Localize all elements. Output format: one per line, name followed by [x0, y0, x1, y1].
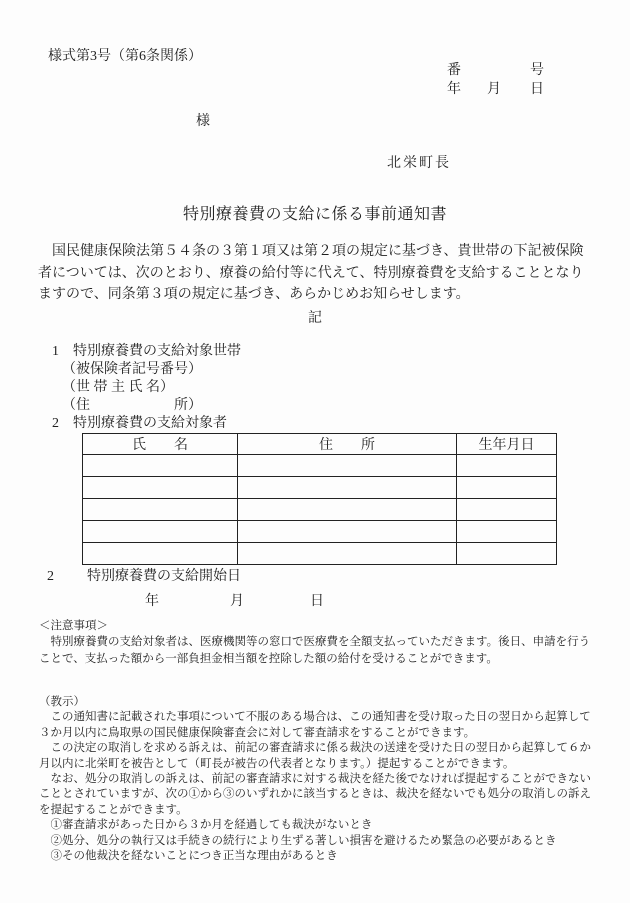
- addressee-honorific: 様: [196, 114, 210, 129]
- table-cell: [238, 499, 457, 521]
- notes-heading: ＜注意事項＞: [39, 620, 108, 632]
- table-row: [83, 521, 557, 543]
- table-header-row: [83, 434, 557, 455]
- notes-body: 特別療養費の支給対象者は、医療機関等の窓口で医療費を全額支払っていただきます。後日、申請を行うことで、支払った額から一部負担金相当額を控除した額の給付を受けることができます。: [39, 636, 591, 665]
- table-cell: [457, 499, 557, 521]
- table-cell: [238, 521, 457, 543]
- doc-number-label: 番: [447, 63, 461, 78]
- instruction-section: [39, 695, 595, 864]
- table-cell: [457, 477, 557, 499]
- item-2-label: 特別療養費の支給対象者: [73, 415, 227, 431]
- table-cell: [238, 455, 457, 477]
- table-cell: [83, 455, 238, 477]
- table-cell: [457, 455, 557, 477]
- start-date-month-label: 月: [230, 594, 244, 609]
- instruction-condition: ③その他裁決を経ないことにつき正当な理由があるとき: [50, 850, 338, 863]
- table-cell: [83, 543, 238, 565]
- notes-section: [39, 618, 595, 667]
- instruction-paragraph: この決定の取消しを求める訴えは、前記の審査請求に係る裁決の送達を受けた日の翌日から起算して６か月以内に北栄町を被告として（町長が被告の代表者となります。）提起することができます。: [39, 742, 591, 770]
- table-cell: [83, 477, 238, 499]
- recipients-table: [82, 433, 557, 565]
- item-1-sub-householder-name: （世 帯 主 氏 名）: [62, 379, 174, 395]
- document-title: 特別療養費の支給に係る事前通知書: [182, 206, 447, 223]
- table-row: [83, 543, 557, 565]
- item-1: [52, 343, 241, 361]
- item-3-number: 2: [47, 569, 54, 584]
- record-marker: 記: [308, 311, 322, 326]
- instruction-paragraph: この通知書に記載された事項について不服のある場合は、この通知書を受け取った日の翌日から起算して３か月以内に鳥取県の国民健康保険審査会に対して審査請求をすることができます。: [39, 711, 591, 739]
- item-3: [47, 565, 241, 585]
- instruction-condition: ②処分、処分の執行又は手続きの続行により生ずる著しい損害を避けるため緊急の必要があるとき: [50, 834, 557, 847]
- table-cell: [457, 521, 557, 543]
- sender-name: 北栄町長: [387, 156, 451, 171]
- item-1-label: 特別療養費の支給対象世帯: [73, 344, 241, 359]
- date-month-label: 月: [487, 82, 501, 97]
- instruction-condition: ①審査請求があった日から３か月を経過しても裁決がないとき: [50, 819, 373, 832]
- body-paragraph: 国民健康保険法第５４条の３第１項又は第２項の規定に基づき、貴世帯の下記被保険者については、次のとおり、療養の給付等に代えて、特別療養費を支給することとなりますので、同条第３項の規定に基づき、あらかじめお知らせします。: [38, 244, 584, 303]
- table-row: [83, 455, 557, 477]
- header-cell-address: 住 所: [238, 434, 457, 455]
- date-day-label: 日: [530, 82, 544, 97]
- item-1-number: 1: [52, 344, 59, 359]
- table-cell: [83, 521, 238, 543]
- date-year-label: 年: [447, 82, 461, 97]
- table-cell: [238, 543, 457, 565]
- instruction-heading: （教示）: [39, 696, 85, 708]
- table-cell: [238, 477, 457, 499]
- item-2-number: 2: [52, 415, 59, 431]
- start-date-day-label: 日: [310, 594, 324, 609]
- instruction-paragraph: なお、処分の取消しの訴えは、前記の審査請求に対する裁決を経た後でなければ提起することができないこととされていますが、次の①から③のいずれかに該当するときは、裁決を経ないでも処分の取消しの訴えを提起することができます。: [39, 773, 591, 816]
- header-cell-birthdate: 生年月日: [457, 434, 557, 455]
- doc-number-suffix: 号: [530, 63, 544, 78]
- table-cell: [457, 543, 557, 565]
- table-cell: [83, 499, 238, 521]
- item-1-sub-address: （住 所）: [62, 397, 202, 413]
- item-3-label: 特別療養費の支給開始日: [87, 569, 241, 584]
- header-cell-name: 氏 名: [83, 434, 238, 455]
- item-2: [52, 415, 241, 433]
- form-number-label: 様式第3号（第6条関係）: [48, 49, 202, 64]
- table-row: [83, 477, 557, 499]
- item-1-sub-insured-number: （被保険者記号番号）: [62, 361, 202, 377]
- start-date-year-label: 年: [145, 594, 159, 609]
- item-list: [52, 343, 241, 433]
- table-row: [83, 499, 557, 521]
